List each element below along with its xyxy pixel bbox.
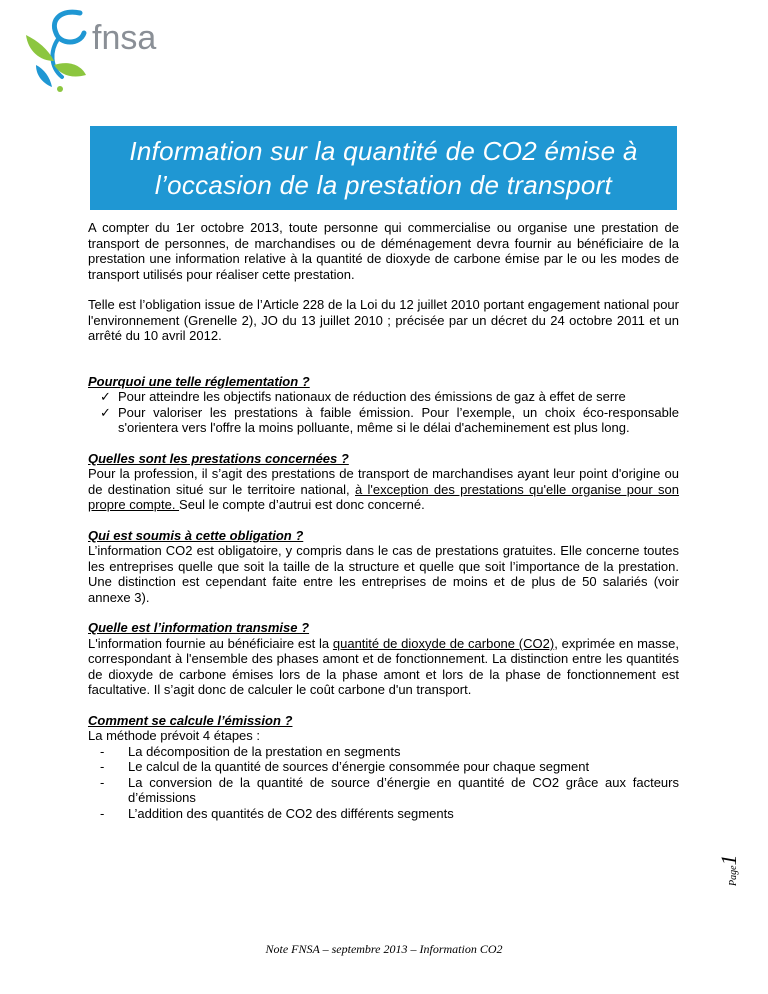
section-heading-why: Pourquoi une telle réglementation ?: [88, 373, 310, 389]
title-banner: [90, 126, 677, 210]
checkmark-icon: ✓: [100, 404, 111, 420]
list-item: ✓ Pour atteindre les objectifs nationaux de réduction des émissions de gaz à effet de serre: [100, 389, 626, 404]
list-item: - La décomposition de la prestation en segments: [100, 743, 401, 759]
list-item: - La conversion de la quantité de source d’énergie en quantité de CO2 grâce aux facteurs d’émissions: [100, 774, 679, 805]
page-number-value: 1: [716, 854, 741, 866]
page-label: Page: [728, 865, 739, 886]
who-paragraph: L’information CO2 est obligatoire, y compris dans le cas de prestations gratuites. Elle concerne toutes les entreprises quelle que soit la taille de la structure et quelle que soit l’importance de la prestation. Une distinction est cependant faite entre les entreprises de moins et de plus de 50 salariés (voir annexe 3).: [88, 543, 679, 605]
section-heading-who: Qui est soumis à cette obligation ?: [88, 527, 304, 543]
intro-paragraph-2: Telle est l’obligation issue de l’Article 228 de la Loi du 12 juillet 2010 portant engagement national pour l'environnement (Grenelle 2), JO du 13 juillet 2010 ; précisée par un décret du 24 octobre 2011 et un arrêté du 10 avril 2012.: [88, 297, 679, 343]
section-heading-info: Quelle est l’information transmise ?: [88, 620, 310, 635]
page-number: [716, 850, 746, 890]
fnsa-logo: [10, 5, 200, 97]
section-heading-calc: Comment se calcule l’émission ?: [88, 712, 293, 728]
logo-text: fnsa: [92, 19, 157, 57]
list-item: - L’addition des quantités de CO2 des différents segments: [100, 805, 454, 821]
page-footer: Note FNSA – septembre 2013 – Information CO2: [265, 942, 503, 956]
title-line-1: Information sur la quantité de CO2 émise à: [129, 136, 638, 166]
list-item: - Le calcul de la quantité de sources d’énergie consommée pour chaque segment: [100, 759, 590, 774]
calc-intro: La méthode prévoit 4 étapes :: [88, 728, 261, 743]
services-paragraph: Pour la profession, il s’agit des prestations de transport de marchandises ayant leur point d'origine ou de destination situé sur le territoire national, à l'exception des prestations qu'elle organise pour son propre compte. Seul le compte d’autrui est donc concerné.: [88, 466, 680, 512]
list-item: ✓ Pour valoriser les prestations à faible émission. Pour l’exemple, un choix éco-responsable s'orientera vers l'offre la moins polluante, même si le délai d'acheminement est plus long.: [100, 404, 679, 435]
checkmark-icon: ✓: [100, 389, 111, 404]
section-heading-services: Quelles sont les prestations concernées ?: [88, 450, 349, 466]
calc-step-list: [88, 744, 679, 822]
title-line-2: l’occasion de la prestation de transport: [154, 170, 613, 200]
info-paragraph: L'information fournie au bénéficiaire est la quantité de dioxyde de carbone (CO2), exprimée en masse, correspondant à l'ensemble des phases amont et de fonctionnement. La distinction entre les quantités de dioxyde de carbone émises lors de la phase amont et lors de la phase de fonctionnement est facultative. Il s’agit donc de calculer le coût carbone d'un transport.: [88, 635, 679, 697]
logo-mark-icon: [10, 5, 200, 97]
why-bullet-list: [88, 389, 679, 436]
intro-paragraph-1: A compter du 1er octobre 2013, toute personne qui commercialise ou organise une prestation de transport de personnes, de marchandises ou de déménagement devra fournir au bénéficiaire de la prestation une information relative à la quantité de dioxyde de carbone émise par le ou les modes de transport utilisés pour réaliser cette prestation.: [88, 220, 679, 282]
document-body: [88, 220, 679, 821]
